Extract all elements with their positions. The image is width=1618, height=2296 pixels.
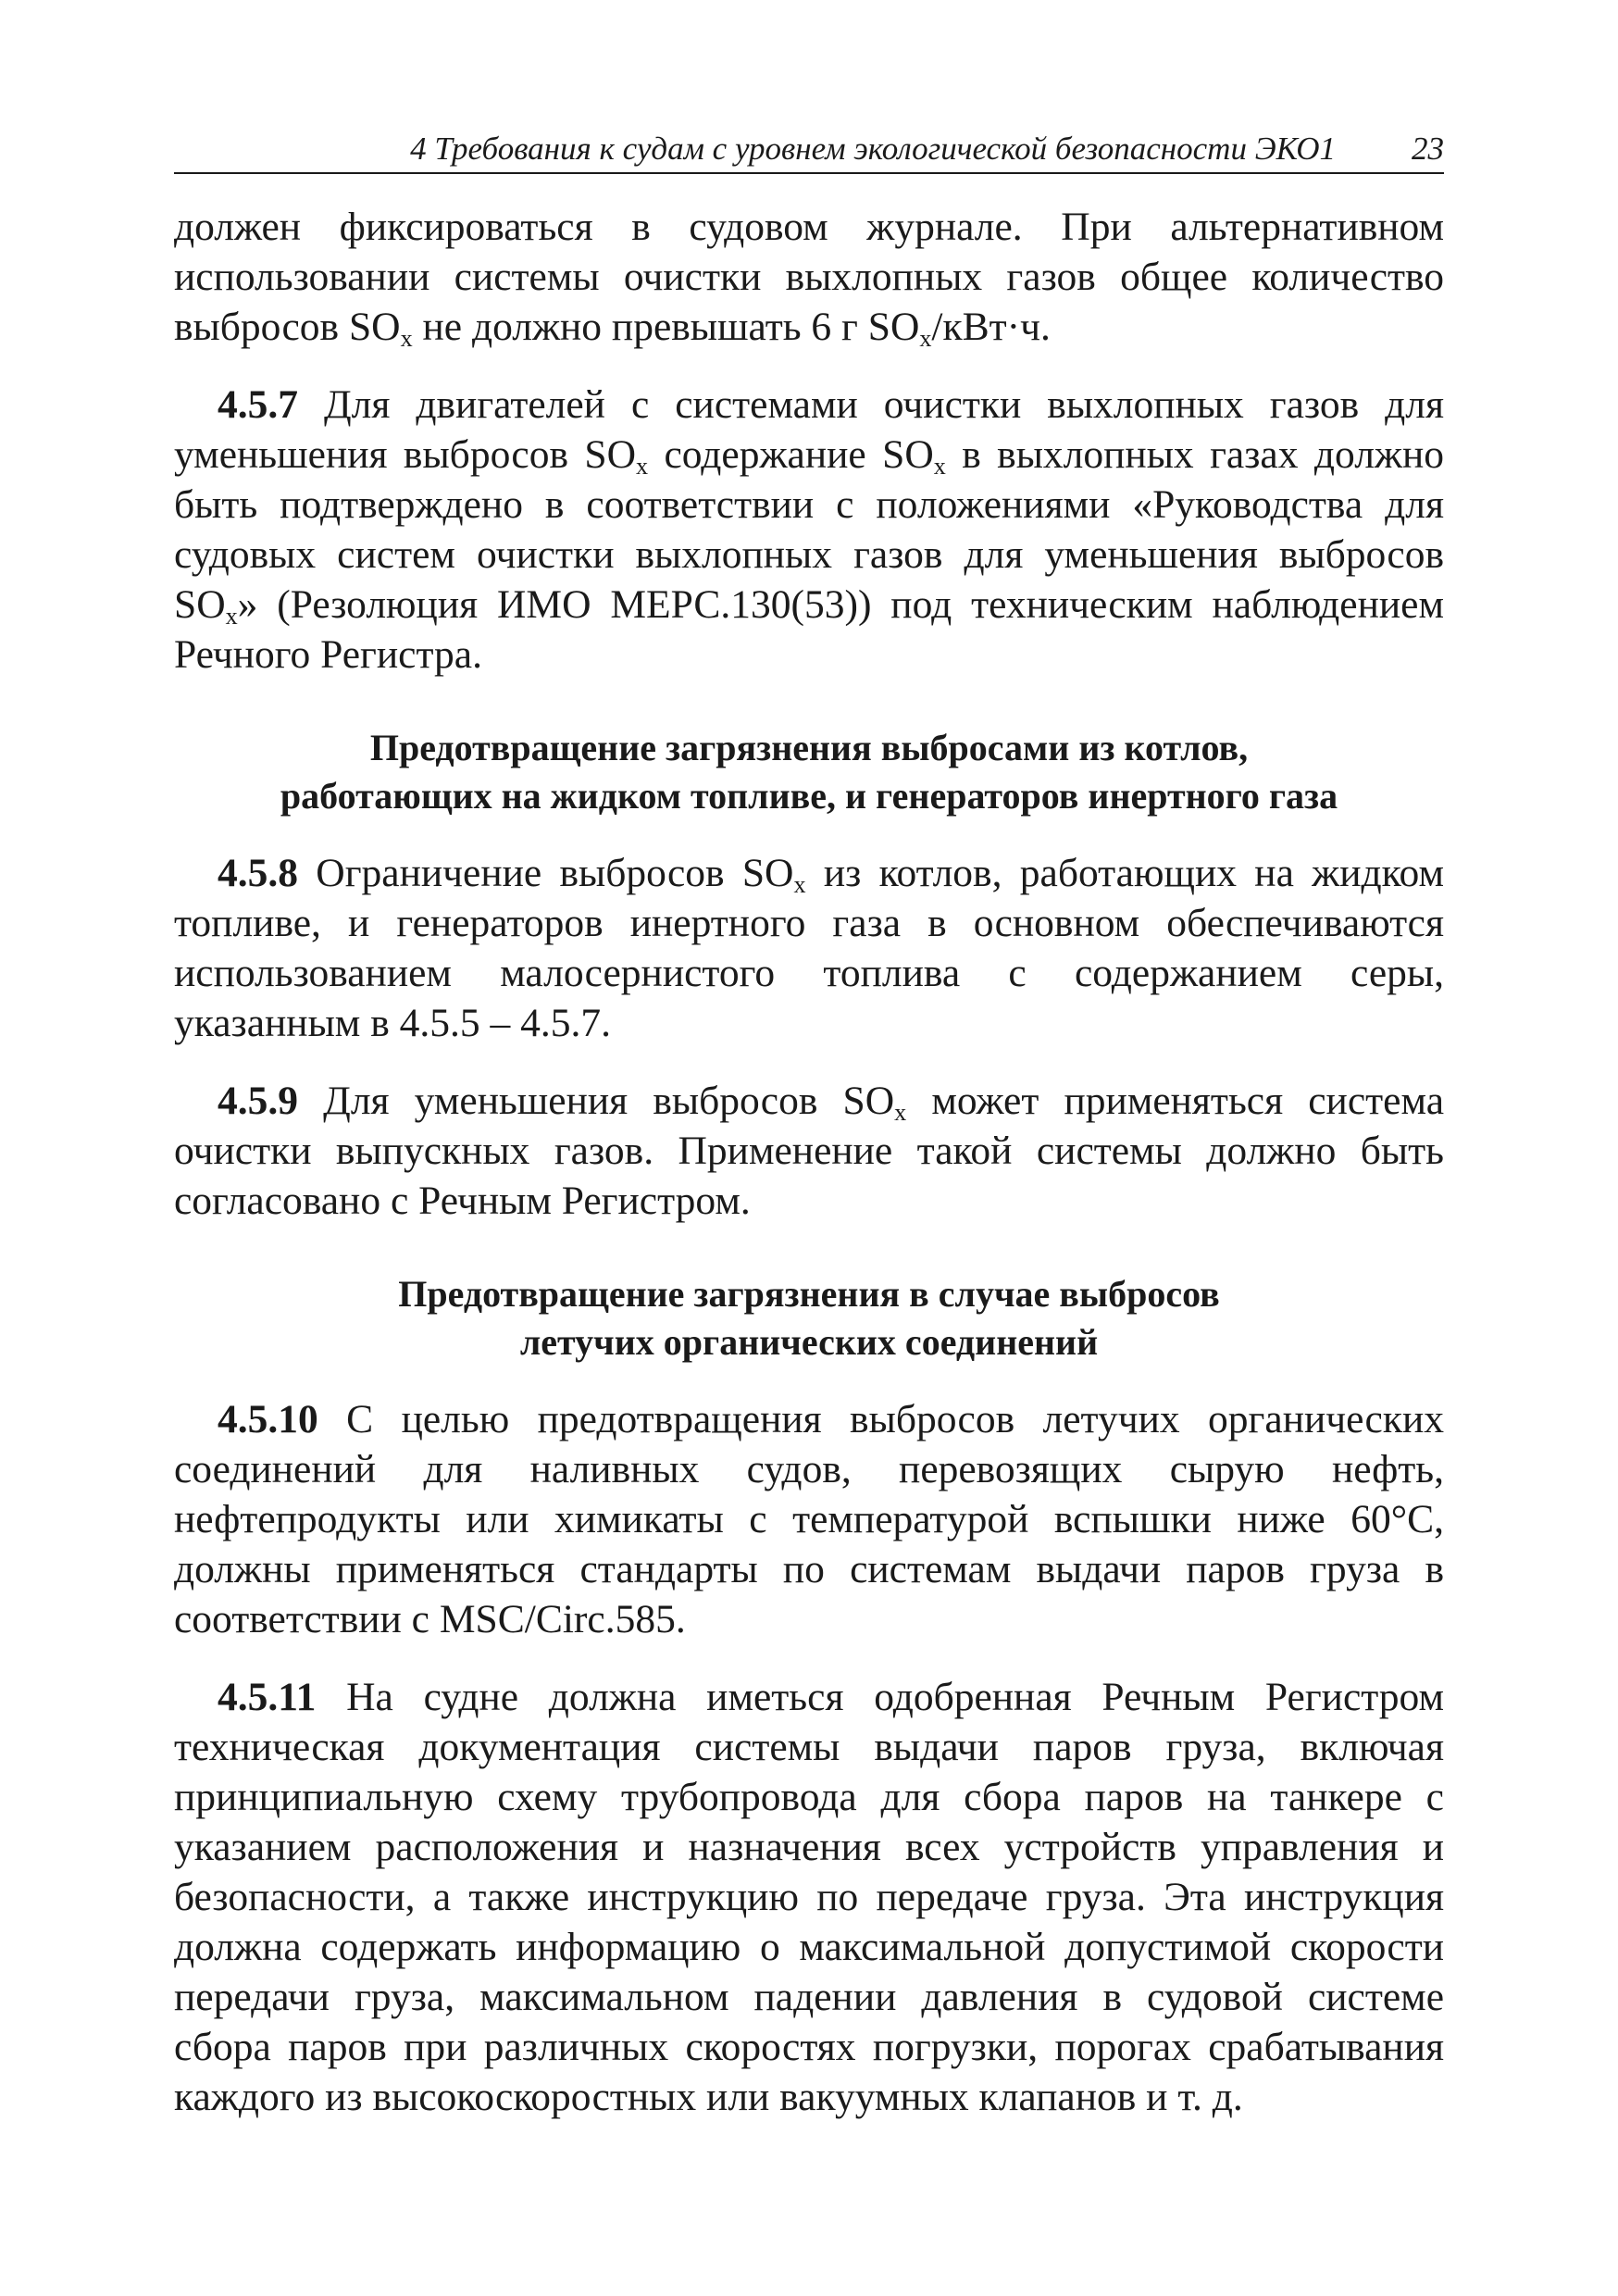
paragraph-4-5-11	[174, 1672, 1444, 2122]
running-header	[174, 130, 1444, 174]
paragraph-text: из котлов, работающих на жидком топливе, и генераторов инертного газа в основном обеспечиваются использованием малосернистого топлива с содержанием серы, указанным в 4.5.5 – 4.5.7.	[174, 851, 1445, 1045]
paragraph-number: 4.5.9	[218, 1079, 298, 1123]
paragraph-text: С целью предотвращения выбросов летучих органических соединений для наливных судов, перевозящих сырую нефть, нефтепродукты или химикаты с температурой вспышки ниже 60°С, должны применяться стандарты по системам выдачи паров груза в соответствии с MSC/Circ.585.	[174, 1397, 1444, 1641]
subscript: x	[919, 325, 932, 353]
paragraph-4-5-7	[174, 380, 1444, 680]
subscript: x	[894, 1099, 907, 1127]
paragraph-text: » (Резолюция ИМО МЕРС.130(53)) под техническим наблюдением Речного Регистра.	[174, 582, 1444, 677]
heading-line: работающих на жидком топливе, и генераторов инертного газа	[280, 775, 1338, 817]
body-text	[174, 202, 1444, 2122]
paragraph-continuation	[174, 202, 1444, 352]
paragraph-number: 4.5.7	[218, 382, 298, 427]
paragraph-text: содержание SO	[648, 432, 934, 477]
paragraph-text: должен фиксироваться в судовом журнале. При альтернативном использовании системы очистки выхлопных газов общее количество выбросов SO	[174, 205, 1444, 349]
subscript: x	[933, 453, 946, 480]
heading-line: Предотвращение загрязнения в случае выбросов	[398, 1273, 1220, 1315]
section-heading-boilers	[174, 724, 1444, 820]
paragraph-text: в выхлопных газах должно быть подтверждено в соответствии с положениями «Руководства для судовых систем очистки выхлопных газов для уменьшения выбросов SO	[174, 432, 1444, 627]
paragraph-number: 4.5.11	[218, 1675, 317, 1719]
paragraph-number: 4.5.8	[218, 851, 298, 895]
paragraph-text: может применяться система очистки выпускных газов. Применение такой системы должно быть согласовано с Речным Регистром.	[174, 1079, 1444, 1223]
paragraph-number: 4.5.10	[218, 1397, 318, 1441]
paragraph-text: Для уменьшения выбросов SO	[298, 1079, 895, 1123]
paragraph-text: не должно превышать 6 г SO	[412, 305, 920, 349]
section-heading-voc	[174, 1270, 1444, 1366]
paragraph-text: Ограничение выбросов SO	[298, 851, 794, 895]
heading-line: летучих органических соединений	[519, 1321, 1099, 1363]
paragraph-text: Для двигателей с системами очистки выхлопных газов для уменьшения выбросов SO	[174, 382, 1444, 477]
subscript: x	[636, 453, 649, 480]
subscript: x	[225, 603, 238, 630]
subscript: x	[793, 871, 806, 899]
document-page	[174, 130, 1444, 2150]
paragraph-4-5-8	[174, 848, 1444, 1048]
paragraph-text: /кВт·ч.	[931, 305, 1051, 349]
subscript: x	[400, 325, 413, 353]
heading-line: Предотвращение загрязнения выбросами из котлов,	[369, 727, 1249, 768]
paragraph-4-5-10	[174, 1394, 1444, 1644]
paragraph-text: На судне должна иметься одобренная Речным Регистром техническая документация системы выдачи паров груза, включая принципиальную схему трубопровода для сбора паров на танкере с указанием расположения и назначения всех устройств управления и безопасности, а также инструкцию по передаче груза. Эта инструкция должна содержать информацию о максимальной допустимой скорости передачи груза, максимальном падении давления в судовой системе сбора паров при различных скоростях погрузки, порогах срабатывания каждого из высокоскоростных или вакуумных клапанов и т. д.	[174, 1675, 1444, 2119]
paragraph-4-5-9	[174, 1076, 1444, 1226]
running-header-title: 4 Требования к судам с уровнем экологической безопасности ЭКО1	[410, 131, 1336, 167]
page-number: 23	[1412, 131, 1444, 167]
